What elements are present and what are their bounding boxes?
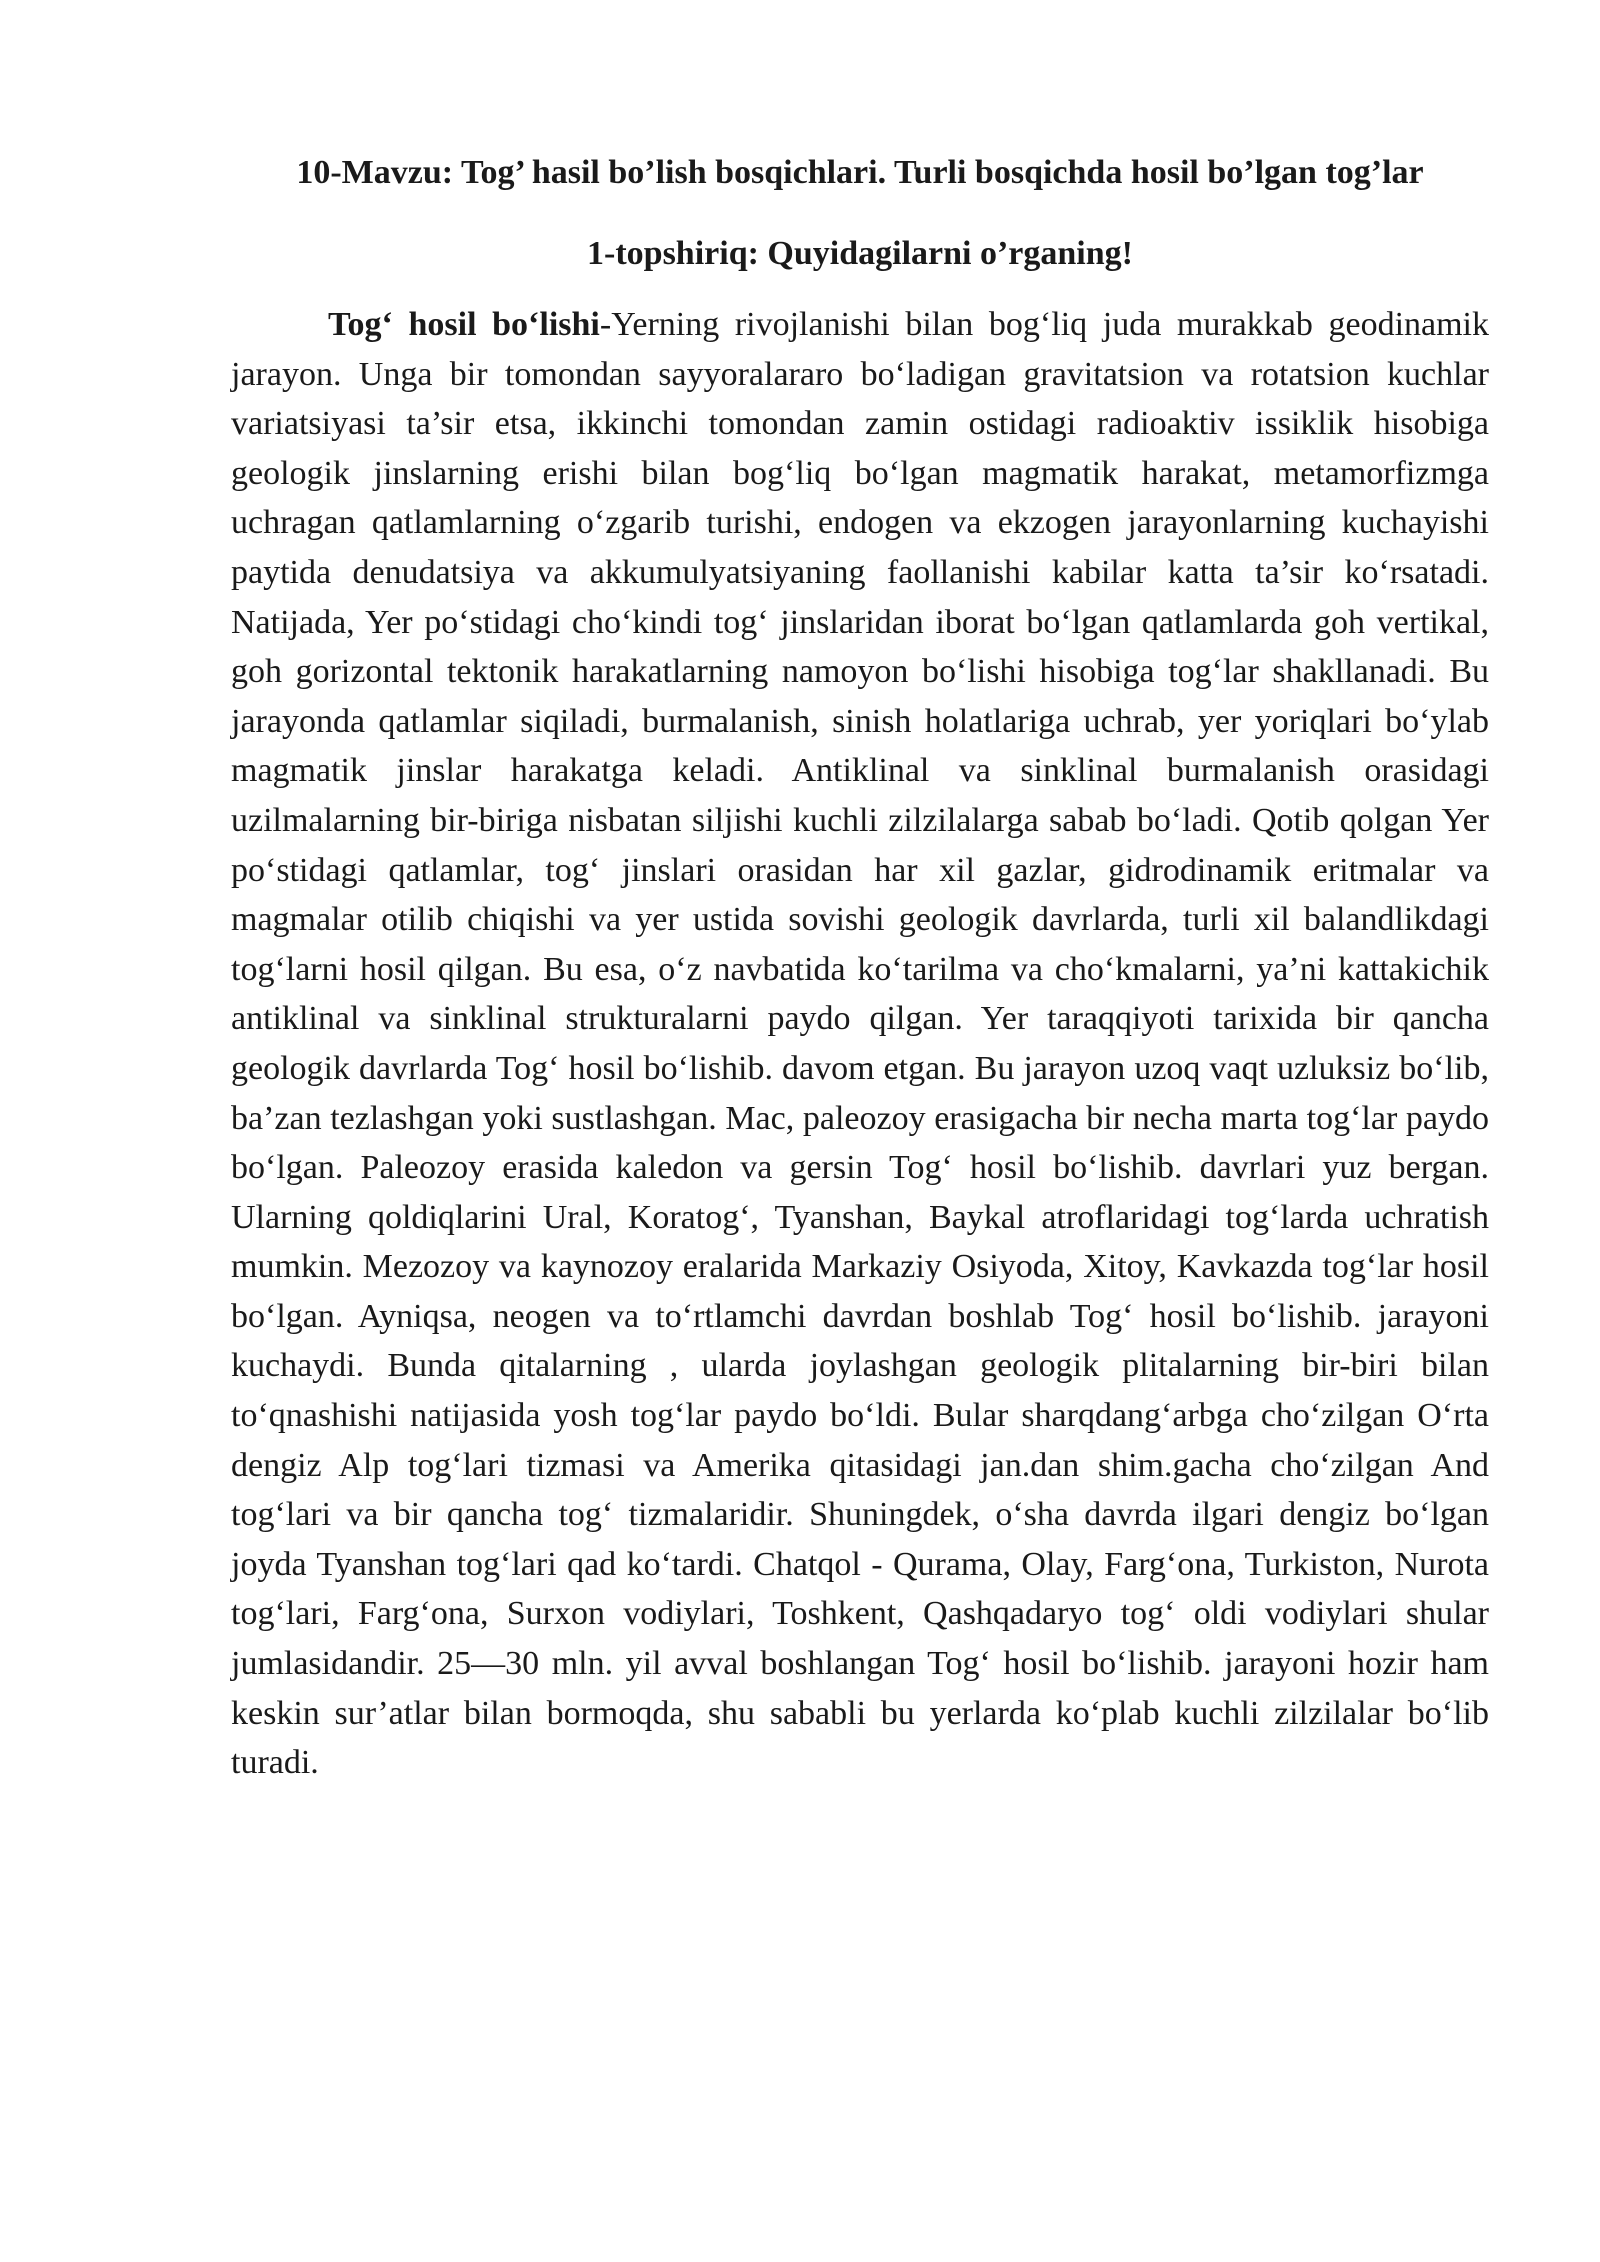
- document-title: 10-Mavzu: Tog’ hasil bo’lish bosqichlari. Turli bosqichda hosil bo’lgan tog’lar: [296, 154, 1424, 191]
- paragraph-term: Tog‘ hosil bo‘lishi: [328, 306, 600, 343]
- document-content: [231, 148, 1489, 1788]
- body-paragraph: [231, 300, 1489, 1788]
- paragraph-text: -Yerning rivojlanishi bilan bog‘liq juda murakkab geodinamik jarayon. Unga bir tomondan sayyoralararo bo‘ladigan gravitatsion va rotatsion kuchlar variatsiyasi ta’sir etsa, ikkinchi tomondan zamin ostidagi radioaktiv issiklik hisobiga geologik jinslarning erishi bilan bog‘liq bo‘lgan magmatik harakat, metamorfizmga uchragan qatlamlarning o‘zgarib turishi, endogen va ekzogen jarayonlarning kuchayishi paytida denudatsiya va akkumulyatsiyaning faollanishi kabilar katta ta’sir ko‘rsatadi. Natijada, Yer po‘stidagi cho‘kindi tog‘ jinslaridan iborat bo‘lgan qatlamlarda goh vertikal, goh gorizontal tektonik harakatlarning namoyon bo‘lishi hisobiga tog‘lar shakllanadi. Bu jarayonda qatlamlar siqiladi, burmalanish, sinish holatlariga uchrab, yer yoriqlari bo‘ylab magmatik jinslar harakatga keladi. Antiklinal va sinklinal burmalanish orasidagi uzilmalarning bir-biriga nisbatan siljishi kuchli zilzilalarga sabab bo‘ladi. Qotib qolgan Yer po‘stidagi qatlamlar, tog‘ jinslari orasidan har xil gazlar, gidrodinamik eritmalar va magmalar otilib chiqishi va yer ustida sovishi geologik davrlarda, turli xil balandlikdagi tog‘larni hosil qilgan. Bu esa, o‘z navbatida ko‘tarilma va cho‘kmalarni, ya’ni kattakichik antiklinal va sinklinal strukturalarni paydo qilgan. Yer taraqqiyoti tarixida bir qancha geologik davrlarda Tog‘ hosil bo‘lishib. davom etgan. Bu jarayon uzoq vaqt uzluksiz bo‘lib, ba’zan tezlashgan yoki sustlashgan. Mac, paleozoy erasigacha bir necha marta tog‘lar paydo bo‘lgan. Paleozoy erasida kaledon va gersin Tog‘ hosil bo‘lishib. davrlari yuz bergan. Ularning qoldiqlarini Ural, Koratog‘, Tyanshan, Baykal atroflaridagi tog‘larda uchratish mumkin. Mezozoy va kaynozoy eralarida Markaziy Osiyoda, Xitoy, Kavkazda tog‘lar hosil bo‘lgan. Ayniqsa, neogen va to‘rtlamchi davrdan boshlab Tog‘ hosil bo‘lishib. jarayoni kuchaydi. Bunda qitalarning , ularda joylashgan geologik plitalarning bir-biri bilan to‘qnashishi natijasida yosh tog‘lar paydo bo‘ldi. Bular sharqdang‘arbga cho‘zilgan O‘rta dengiz Alp tog‘lari tizmasi va Amerika qitasidagi jan.dan shim.gacha cho‘zilgan And tog‘lari va bir qancha tog‘ tizmalaridir. Shuningdek, o‘sha davrda ilgari dengiz bo‘lgan joyda Tyanshan tog‘lari qad ko‘tardi. Chatqol - Qurama, Olay, Farg‘ona, Turkiston, Nurota tog‘lari, Farg‘ona, Surxon vodiylari, Toshkent, Qashqadaryo tog‘ oldi vodiylari shular jumlasidandir. 25—30 mln. yil avval boshlangan Tog‘ hosil bo‘lishib. jarayoni hozir ham keskin sur’atlar bilan bormoqda, shu sababli bu yerlarda ko‘plab kuchli zilzilalar bo‘lib turadi.: [231, 306, 1490, 1782]
- task-heading: 1-topshiriq: Quyidagilarni o’rganing!: [587, 235, 1133, 272]
